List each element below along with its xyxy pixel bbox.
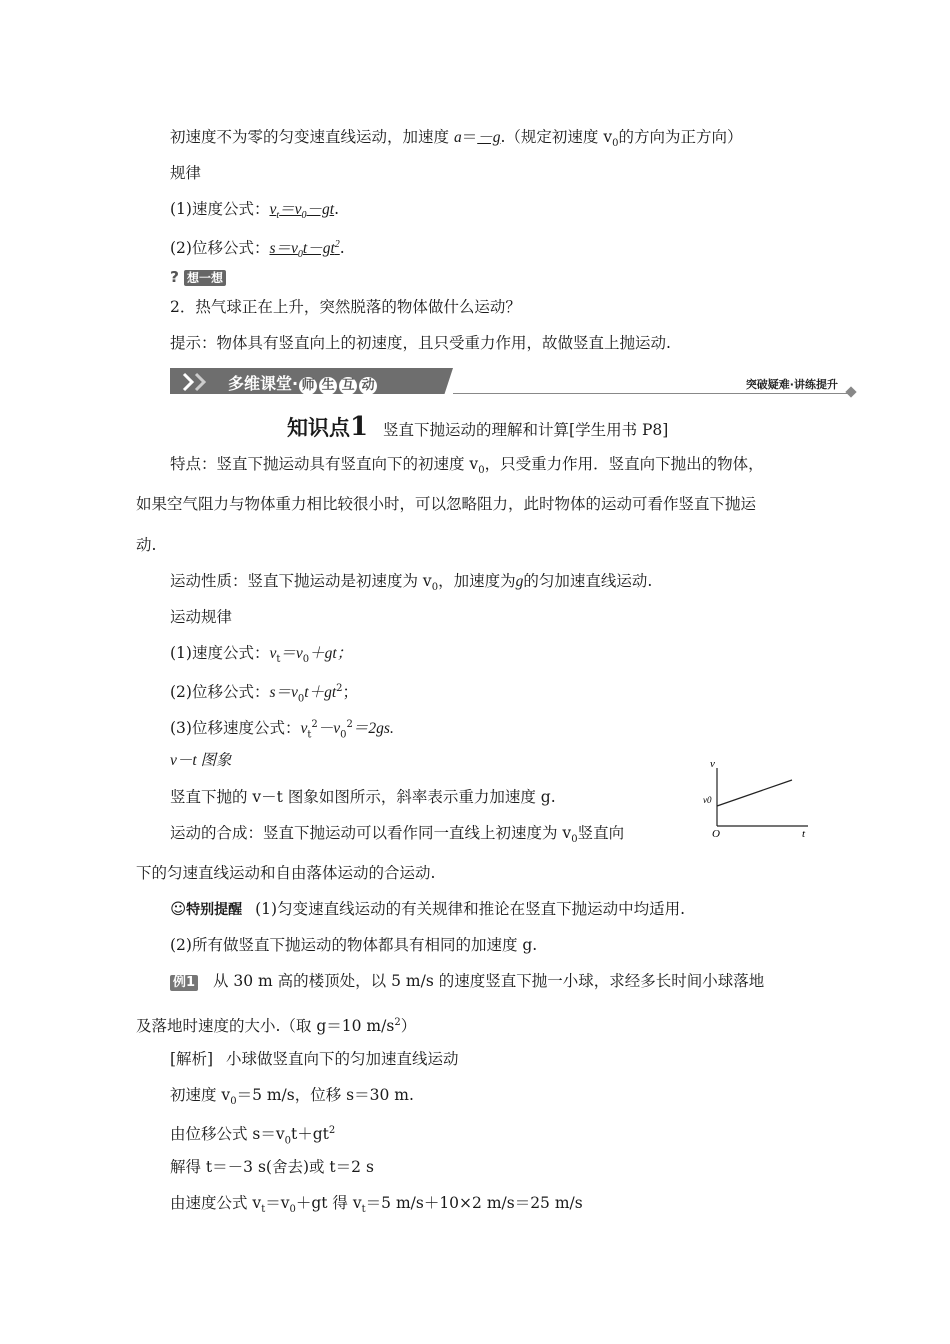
text: ＝ [461, 128, 478, 146]
text: ，加速度为 [438, 572, 516, 590]
text: 的方向为正方向） [618, 128, 743, 146]
text: 0 [612, 138, 619, 150]
text: t [276, 654, 281, 666]
text: 0 [340, 729, 347, 741]
text: 1 [350, 412, 369, 442]
banner-divider [453, 393, 848, 394]
text: ＝5 m/s，位移 s＝30 m. [236, 1086, 414, 1104]
text: －gt [306, 201, 335, 218]
hint: 提示：物体具有竖直向上的初速度，且只受重力作用，故做竖直上抛运动. [170, 334, 671, 352]
line-velocity-formula: (1)速度公式：$v_t=v_0-gt$. [170, 200, 340, 222]
text: －v [317, 720, 341, 738]
text: 运动性质：竖直下抛运动是初速度为 v [170, 572, 432, 590]
formula-1 [170, 643, 352, 670]
text: ＝v [280, 645, 303, 662]
text: s＝v [269, 684, 298, 702]
text: 0 [284, 1135, 292, 1147]
text: 2 [394, 1017, 401, 1028]
text: ＝v [279, 201, 302, 218]
text: 的匀加速直线运动. [523, 572, 653, 590]
text: (1)速度公式： [170, 644, 270, 662]
feature-line-2: 如果空气阻力与物体重力相比较很小时，可以忽略阻力，此时物体的运动可看作竖直下抛运 [136, 495, 757, 513]
banner-title [228, 371, 378, 395]
question-icon: ? [170, 268, 179, 286]
x-axis-label: t [802, 828, 806, 838]
text: 2 [346, 719, 353, 730]
text: (2)位移公式： [170, 683, 270, 702]
text: 生 [319, 377, 337, 395]
text: a [453, 129, 462, 146]
text: t [261, 1204, 266, 1216]
text: · [292, 374, 299, 393]
text: v [269, 201, 277, 218]
line-displacement-formula: (2)位移公式：$s=v_0t-gt^2$. [170, 239, 345, 261]
text: 0 [571, 834, 578, 846]
text: 2 [336, 683, 343, 694]
text: 由速度公式 v [170, 1194, 262, 1212]
text: 及落地时速度的大小.（取 g＝10 m/s [136, 1017, 395, 1036]
text: 0 [289, 1204, 296, 1216]
text: 从 30 m 高的楼顶处，以 5 m/s 的速度竖直下抛一小球，求经多长时间小球落地 [212, 972, 765, 990]
text: t [276, 210, 280, 222]
kp-heading [287, 413, 668, 444]
text: 2 [311, 719, 318, 730]
text: 0 [301, 210, 307, 222]
vt-desc: 竖直下抛的 v－t 图象如图所示，斜率表示重力加速度 g. [170, 788, 556, 806]
text: 由位移公式 s＝v [170, 1125, 285, 1144]
feature-line-1 [170, 454, 764, 481]
text: (2)位移公式： [170, 239, 270, 258]
text: 小球做竖直向下的匀加速直线运动 [226, 1050, 459, 1068]
example-line-2 [136, 1013, 416, 1036]
chevron-right-icon [180, 372, 220, 392]
text: 2 [328, 1125, 336, 1136]
text: 0 [297, 249, 303, 261]
text: 知识点 [287, 416, 350, 440]
text: t＋gt [291, 1125, 329, 1144]
smile-icon: ☺ [170, 900, 187, 918]
line-accel [170, 127, 743, 154]
text: ＝2gs. [352, 720, 394, 738]
text: 想一想 [184, 270, 226, 286]
question-2: 2．热气球正在上升，突然脱落的物体做什么运动？ [170, 298, 521, 316]
text: －g [477, 129, 501, 146]
text: ； [342, 683, 359, 702]
text: 初速度不为零的匀变速直线运动，加速度 [170, 128, 450, 146]
text: 初速度 v [170, 1086, 231, 1104]
text: .（规定初速度 v [500, 128, 613, 146]
text: 运动的合成：竖直下抛运动可以看作同一直线上初速度为 v [170, 824, 572, 842]
formula-2 [170, 679, 358, 709]
think-badge [170, 267, 226, 287]
text: 2 [334, 239, 340, 250]
text: (1)速度公式： [170, 200, 270, 218]
vt-graph [700, 758, 820, 838]
formula-3 [170, 715, 394, 745]
text: t＋gt [304, 684, 337, 702]
composition-line-1 [170, 823, 624, 850]
text: 动 [359, 377, 377, 395]
text: (3)位移速度公式： [170, 719, 301, 738]
nature-line [170, 571, 652, 598]
text: 互 [339, 377, 357, 395]
text: ＝5 m/s＋10×2 m/s＝25 m/s [365, 1194, 583, 1212]
v0-label: v0 [703, 795, 712, 805]
text: 例1 [170, 975, 198, 991]
text: v [300, 720, 308, 738]
text: 竖直向 [577, 824, 625, 842]
text: 0 [478, 465, 485, 477]
solution-line-3 [170, 1121, 335, 1151]
text: v [269, 645, 277, 662]
text: t [307, 729, 312, 741]
text: ＝v [265, 1194, 290, 1212]
section-banner [170, 368, 860, 396]
text: 特别提醒 [186, 902, 243, 918]
text: 多维课堂 [228, 374, 293, 393]
composition-line-2: 下的匀速直线运动和自由落体运动的合运动. [136, 864, 436, 882]
text: t [361, 1204, 366, 1216]
diamond-icon [845, 386, 856, 397]
special-2: (2)所有做竖直下抛运动的物体都具有相同的加速度 g. [170, 936, 538, 954]
text: 特点：竖直下抛运动具有竖直向下的初速度 v [170, 455, 479, 473]
text: ＋gt； [309, 645, 353, 662]
text: 0 [302, 654, 310, 666]
text: 0 [230, 1096, 237, 1108]
solution-line-2 [170, 1085, 414, 1112]
text: g [515, 573, 524, 590]
solution-line-4: 解得 t＝－3 s(舍去)或 t＝2 s [170, 1158, 374, 1176]
banner-subtitle: 突破疑难·讲练提升 [745, 378, 838, 391]
solution-line-1 [170, 1049, 459, 1069]
text: 师 [299, 377, 317, 395]
feature-line-3: 动. [136, 536, 157, 554]
origin-label: O [712, 828, 720, 838]
solution-line-5 [170, 1193, 583, 1220]
text: t－gt [302, 240, 335, 258]
special-reminder [170, 899, 685, 920]
text: (1)匀变速直线运动的有关规律和推论在竖直下抛运动中均适用. [255, 900, 685, 918]
y-axis-label: v [710, 758, 715, 770]
text: ，只受重力作用．竖直向下抛出的物体， [484, 455, 764, 473]
text: ＋gt 得 v [295, 1194, 362, 1212]
text: [解析] [170, 1050, 214, 1068]
line-law: 规律 [170, 164, 202, 182]
text: s＝v [269, 240, 298, 258]
law-heading: 运动规律 [170, 608, 233, 626]
text: 0 [297, 693, 305, 705]
vt-title: v－t 图象 [170, 752, 232, 769]
series-line [717, 780, 792, 806]
text: 竖直下抛运动的理解和计算[学生用书 P8] [383, 421, 669, 439]
text: 0 [431, 582, 439, 594]
example-line-1 [170, 971, 764, 991]
text: ） [400, 1017, 417, 1036]
